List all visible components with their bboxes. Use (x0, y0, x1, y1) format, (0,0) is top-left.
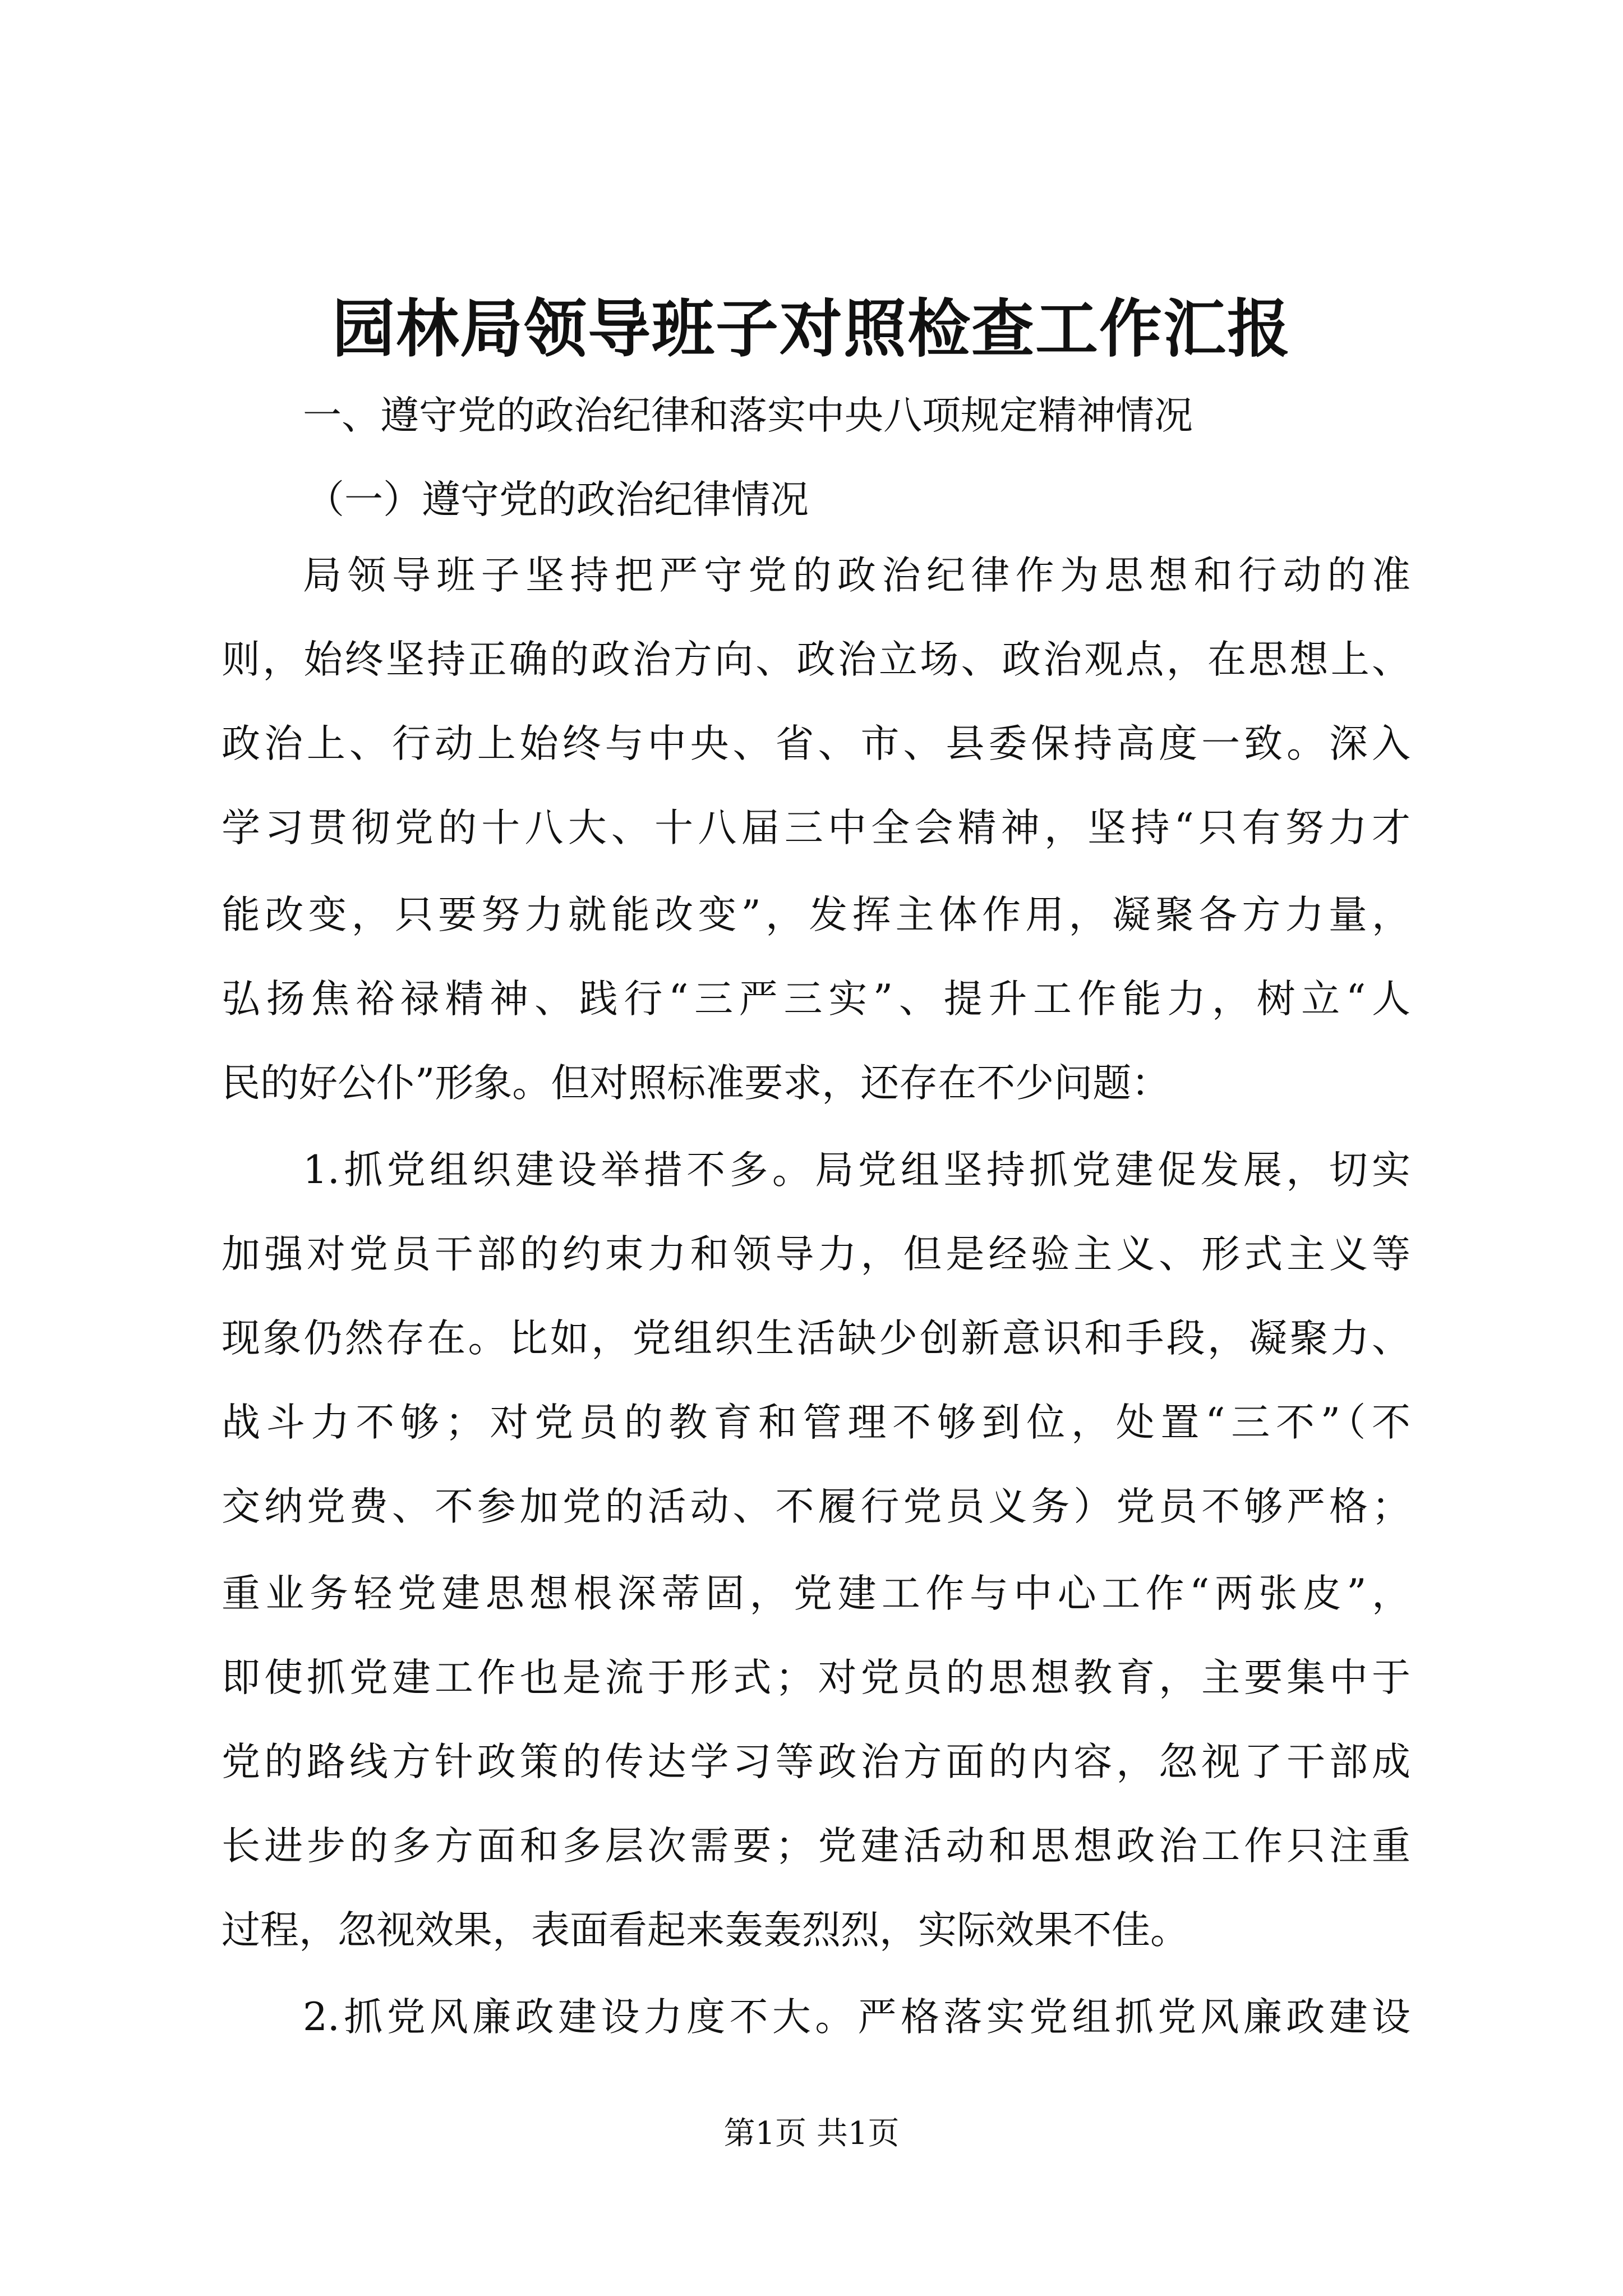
paragraph-line: 局领导班子坚持把严守党的政治纪律作为思想和行动的准 (303, 553, 1410, 598)
paragraph-line: 2.抓党风廉政建设力度不大。严格落实党组抓党风廉政建设 (303, 1995, 1410, 2040)
section-heading: 一、遵守党的政治纪律和落实中央八项规定精神情况 (303, 393, 1193, 438)
paragraph-line: 即使抓党建工作也是流于形式；对党员的思想教育，主要集中于 (222, 1655, 1410, 1700)
paragraph-line: 战斗力不够；对党员的教育和管理不够到位，处置“三不”（不 (222, 1400, 1410, 1445)
paragraph-line: 1.抓党组织建设举措不多。局党组坚持抓党建促发展，切实 (303, 1148, 1410, 1193)
paragraph-line: 党的路线方针政策的传达学习等政治方面的内容，忽视了干部成 (222, 1740, 1410, 1784)
paragraph-line: 长进步的多方面和多层次需要；党建活动和思想政治工作只注重 (222, 1824, 1410, 1869)
document-title: 园林局领导班子对照检查工作汇报 (332, 292, 1291, 366)
paragraph-line: 重业务轻党建思想根深蒂固，党建工作与中心工作“两张皮”， (222, 1571, 1410, 1616)
page-footer: 第1页 共1页 (723, 2115, 900, 2152)
paragraph-line: 过程，忽视效果，表面看起来轰轰烈烈，实际效果不佳。 (222, 1908, 1189, 1953)
paragraph-line: 交纳党费、不参加党的活动、不履行党员义务）党员不够严格； (222, 1484, 1410, 1529)
paragraph-line: 加强对党员干部的约束力和领导力，但是经验主义、形式主义等 (222, 1232, 1410, 1277)
paragraph-line: 政治上、行动上始终与中央、省、市、县委保持高度一致。深入 (222, 721, 1410, 766)
paragraph-line: 弘扬焦裕禄精神、践行“三严三实”、提升工作能力，树立“人 (222, 977, 1410, 1022)
subsection-heading: （一）遵守党的政治纪律情况 (306, 477, 809, 522)
paragraph-line: 能改变，只要努力就能改变”，发挥主体作用，凝聚各方力量， (222, 892, 1410, 937)
paragraph-line: 学习贯彻党的十八大、十八届三中全会精神，坚持“只有努力才 (222, 806, 1410, 850)
paragraph-line: 则，始终坚持正确的政治方向、政治立场、政治观点，在思想上、 (222, 637, 1410, 682)
paragraph-line: 现象仍然存在。比如，党组织生活缺少创新意识和手段，凝聚力、 (222, 1316, 1410, 1361)
paragraph-line: 民的好公仆”形象。但对照标准要求，还存在不少问题： (222, 1061, 1170, 1106)
